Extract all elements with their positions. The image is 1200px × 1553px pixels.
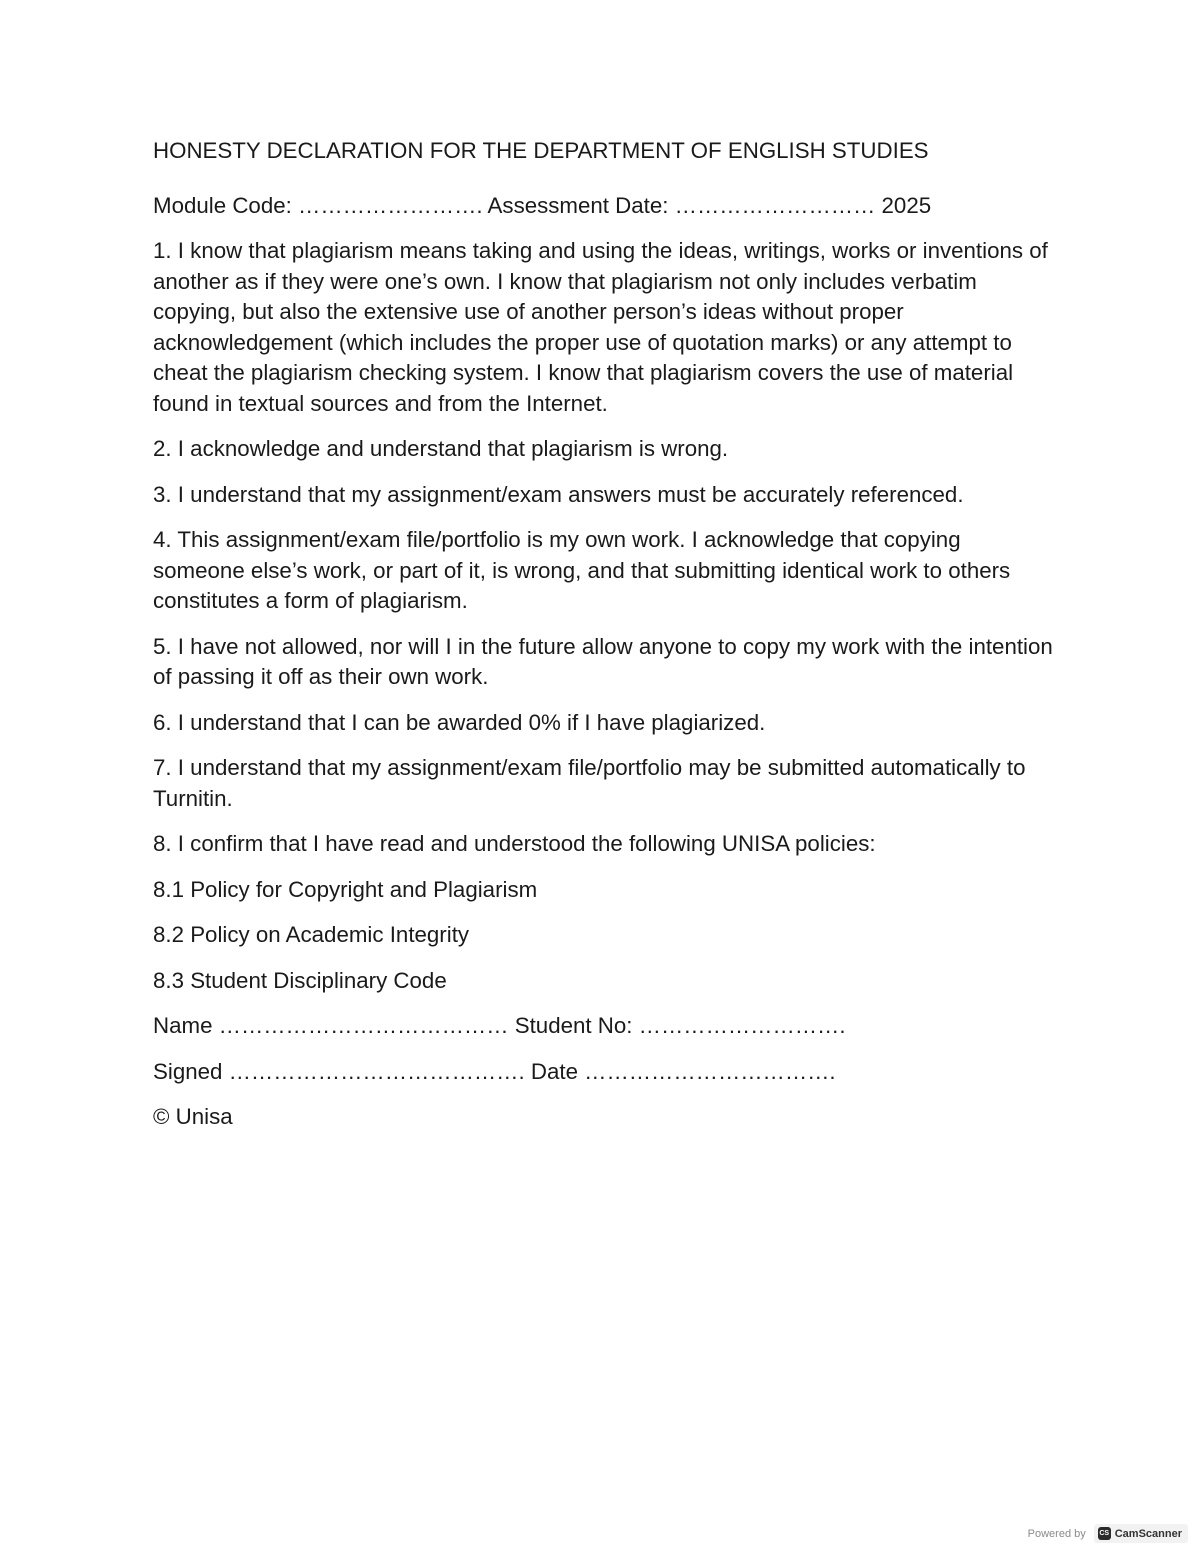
declaration-document bbox=[153, 136, 1053, 1148]
module-code-line: Module Code: ……………………. Assessment Date: ……………………… 2025 bbox=[153, 192, 932, 218]
camscanner-brand-name: CamScanner bbox=[1114, 1527, 1182, 1540]
declaration-item-1: 1. I know that plagiarism means taking and using the ideas, writings, works or inventions of another as if they were one’s own. I know that plagiarism not only includes verbatim copying, but also the extensive use of another person’s ideas without proper acknowledgement (which includes the proper use of quotation marks) or any attempt to cheat the plagiarism checking system. I know that plagiarism covers the use of material found in textual sources and from the Internet. bbox=[153, 238, 1048, 416]
camscanner-watermark bbox=[1028, 1524, 1188, 1543]
declaration-item-8: 8. I confirm that I have read and understood the following UNISA policies: bbox=[153, 831, 876, 856]
declaration-item-5: 5. I have not allowed, nor will I in the future allow anyone to copy my work with the intention of passing it off as their own work. bbox=[153, 633, 1053, 689]
declaration-item-7: 7. I understand that my assignment/exam file/portfolio may be submitted automatically to Turnitin. bbox=[153, 755, 1026, 811]
document-title: HONESTY DECLARATION FOR THE DEPARTMENT OF ENGLISH STUDIES bbox=[153, 138, 929, 163]
signed-date-line: Signed …………………………………. Date ……………………………. bbox=[153, 1058, 836, 1084]
declaration-item-6: 6. I understand that I can be awarded 0% if I have plagiarized. bbox=[153, 709, 766, 735]
policy-item-8-2: 8.2 Policy on Academic Integrity bbox=[153, 922, 470, 947]
copyright-notice: © Unisa bbox=[153, 1104, 233, 1129]
camscanner-badge bbox=[1094, 1524, 1188, 1543]
declaration-item-2: 2. I acknowledge and understand that plagiarism is wrong. bbox=[153, 436, 729, 461]
declaration-item-3: 3. I understand that my assignment/exam answers must be accurately referenced. bbox=[153, 481, 964, 507]
name-student-no-line: Name ………………………………… Student No: ………………………. bbox=[153, 1013, 846, 1038]
powered-by-label: Powered by bbox=[1027, 1527, 1086, 1540]
declaration-item-4: 4. This assignment/exam file/portfolio is my own work. I acknowledge that copying someone else’s work, or part of it, is wrong, and that submitting identical work to others constitutes a form of plagiarism. bbox=[153, 527, 1011, 613]
policy-item-8-1: 8.1 Policy for Copyright and Plagiarism bbox=[153, 876, 538, 902]
policy-item-8-3: 8.3 Student Disciplinary Code bbox=[153, 967, 447, 993]
camscanner-logo-icon: CS bbox=[1098, 1527, 1111, 1540]
